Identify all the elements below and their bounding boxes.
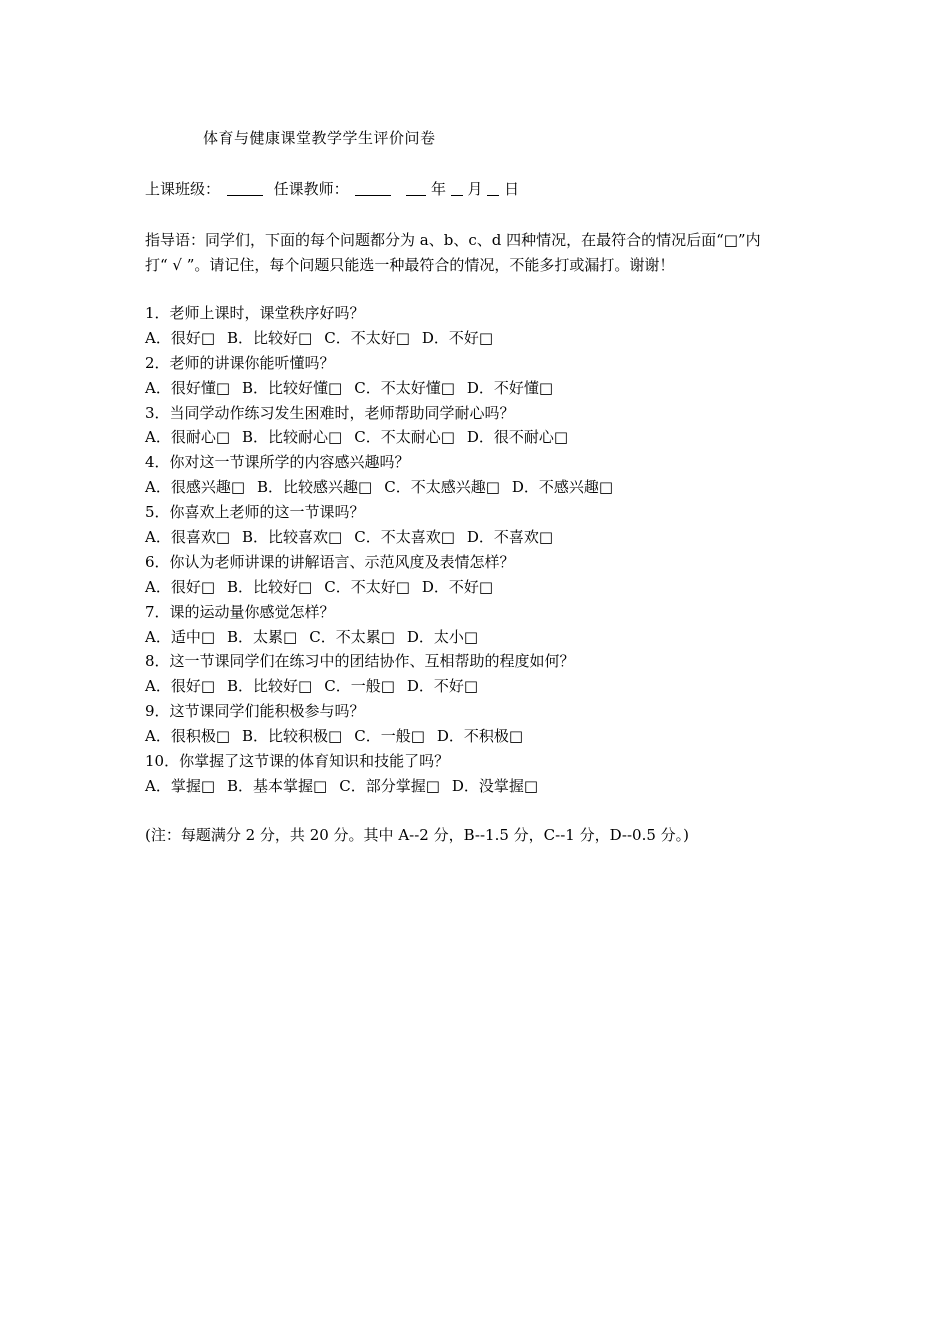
question-text: 9．这节课同学们能积极参与吗？ — [145, 702, 365, 721]
answer-option[interactable]: A．适中□ — [145, 627, 216, 646]
document-title: 体育与健康课堂教学学生评价问卷 — [203, 129, 436, 147]
question-list — [145, 301, 825, 799]
answer-option[interactable]: D．不好□ — [406, 677, 479, 696]
answer-option[interactable]: A．很好懂□ — [145, 378, 231, 397]
answer-option[interactable]: B．比较积极□ — [242, 727, 343, 746]
teacher-blank[interactable] — [355, 181, 391, 196]
answer-option[interactable]: D．不喜欢□ — [466, 528, 554, 547]
question-text: 8．这一节课同学们在练习中的团结协作、互相帮助的程度如何？ — [145, 652, 575, 671]
question-text: 3．当同学动作练习发生困难时，老师帮助同学耐心吗？ — [145, 403, 515, 422]
answer-option[interactable]: A．很好□ — [145, 677, 216, 696]
teacher-label: 任课教师： — [273, 180, 349, 198]
answer-option[interactable]: C．不太感兴趣□ — [384, 478, 500, 497]
answer-option[interactable]: B．比较好□ — [227, 577, 313, 596]
answer-option[interactable]: D．不好□ — [421, 577, 494, 596]
month-label: 月 — [467, 180, 483, 198]
option-row — [145, 674, 825, 699]
answer-option[interactable]: A．很耐心□ — [145, 428, 231, 447]
answer-option[interactable]: D．太小□ — [406, 627, 479, 646]
answer-option[interactable]: A．很积极□ — [145, 727, 231, 746]
answer-option[interactable]: B．比较感兴趣□ — [257, 478, 373, 497]
answer-option[interactable]: D．没掌握□ — [451, 776, 539, 795]
answer-option[interactable]: C．不太好懂□ — [354, 378, 455, 397]
option-row — [145, 774, 825, 799]
answer-option[interactable]: D．不感兴趣□ — [511, 478, 614, 497]
question-text: 2．老师的讲课你能听懂吗？ — [145, 353, 335, 372]
instructions-line-1: 指导语：同学们，下面的每个问题都分为 a、b、c、d 四种情况，在最符合的情况后面“□”内 — [145, 231, 761, 249]
class-blank[interactable] — [227, 181, 263, 196]
answer-option[interactable]: C．不太好□ — [324, 577, 410, 596]
answer-option[interactable]: A．很好□ — [145, 577, 216, 596]
answer-option[interactable]: B．比较好□ — [227, 328, 313, 347]
answer-option[interactable]: B．比较喜欢□ — [242, 528, 343, 547]
answer-option[interactable]: B．比较好□ — [227, 677, 313, 696]
year-blank[interactable] — [406, 181, 426, 196]
option-row — [145, 376, 825, 401]
question-text: 10．你掌握了这节课的体育知识和技能了吗？ — [145, 752, 450, 771]
option-row — [145, 724, 825, 749]
question-text: 7．课的运动量你感觉怎样？ — [145, 602, 335, 621]
scoring-note: (注：每题满分 2 分，共 20 分。其中 A--2 分，B--1.5 分，C--1 分，D--0.5 分。) — [145, 826, 690, 844]
option-row — [145, 326, 825, 351]
question-text: 4．你对这一节课所学的内容感兴趣吗？ — [145, 453, 410, 472]
option-row — [145, 525, 825, 550]
instructions-line-2: 打“ √ ”。请记住，每个问题只能选一种最符合的情况，不能多打或漏打。谢谢！ — [145, 256, 675, 274]
answer-option[interactable]: C．一般□ — [324, 677, 395, 696]
answer-option[interactable]: B．比较好懂□ — [242, 378, 343, 397]
answer-option[interactable]: A．很喜欢□ — [145, 528, 231, 547]
answer-option[interactable]: C．不太喜欢□ — [354, 528, 455, 547]
answer-option[interactable]: A．很感兴趣□ — [145, 478, 246, 497]
answer-option[interactable]: C．部分掌握□ — [339, 776, 440, 795]
question-text: 6．你认为老师讲课的讲解语言、示范风度及表情怎样？ — [145, 552, 515, 571]
day-label: 日 — [504, 180, 520, 198]
option-row — [145, 475, 825, 500]
answer-option[interactable]: C．一般□ — [354, 727, 425, 746]
year-label: 年 — [430, 180, 446, 198]
answer-option[interactable]: B．太累□ — [227, 627, 298, 646]
answer-option[interactable]: C．不太好□ — [324, 328, 410, 347]
answer-option[interactable]: A．掌握□ — [145, 776, 216, 795]
question-text: 1．老师上课时，课堂秩序好吗？ — [145, 304, 365, 322]
answer-option[interactable]: D．不好□ — [421, 328, 494, 347]
instructions — [145, 228, 815, 278]
option-row — [145, 625, 825, 650]
class-label: 上课班级： — [145, 180, 221, 198]
answer-option[interactable]: D．不积极□ — [436, 727, 524, 746]
answer-option[interactable]: D．不好懂□ — [466, 378, 554, 397]
answer-option[interactable]: B．比较耐心□ — [242, 428, 343, 447]
answer-option[interactable]: C．不太累□ — [309, 627, 395, 646]
month-blank[interactable] — [451, 181, 463, 196]
header-fields — [145, 178, 519, 199]
answer-option[interactable]: A．很好□ — [145, 328, 216, 347]
day-blank[interactable] — [487, 181, 499, 196]
option-row — [145, 575, 825, 600]
answer-option[interactable]: B．基本掌握□ — [227, 776, 328, 795]
option-row — [145, 425, 825, 450]
question-text: 5．你喜欢上老师的这一节课吗？ — [145, 503, 365, 522]
answer-option[interactable]: C．不太耐心□ — [354, 428, 455, 447]
answer-option[interactable]: D．很不耐心□ — [466, 428, 569, 447]
